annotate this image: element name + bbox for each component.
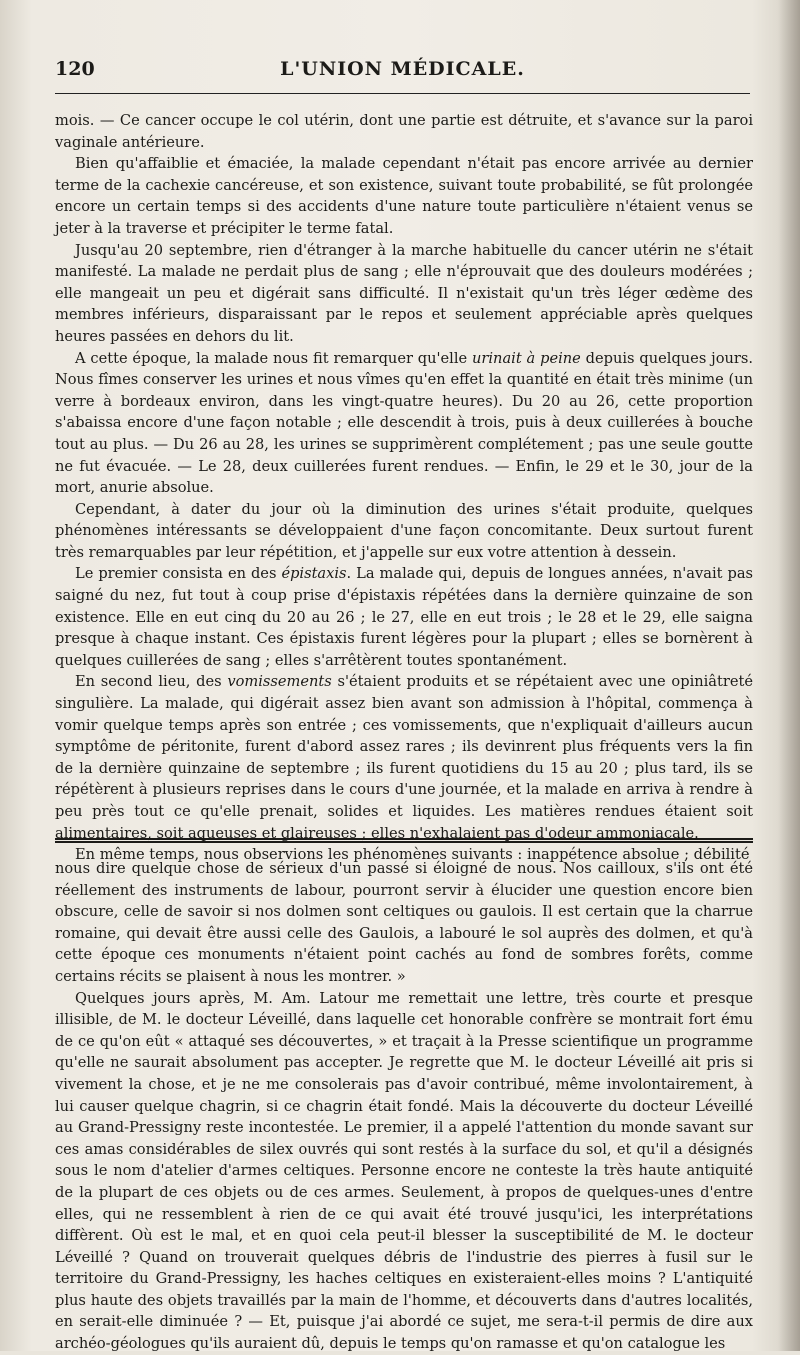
paragraph [55,563,753,671]
text-run: s'étaient produits et se répétaient avec une opiniâtreté singulière. La malade, qui digérait assez bien avant son admission à l'hôpital, commença à vomir quelque temps après son entrée ; ces vomissements, que n'expliquait d'ailleurs aucun symptôme de péritonite, furent d'abord assez rares ; ils devinrent plus fréquents vers la fin de la dernière quinzaine de septembre ; ils furent quotidiens du 15 au 20 ; plus tard, ils se répétèrent à plusieurs reprises dans le cours d'une journée, et la malade en arriva à rendre à peu près tout ce qu'elle prenait, solides et liquides. Les matières rendues étaient soit alimentaires, soit aqueuses et glaireuses ; elles n'exhalaient pas d'odeur ammoniacale. [55,673,753,842]
paragraph: Cependant, à dater du jour où la diminution des urines s'était produite, quelques phénomènes intéressants se développaient d'une façon concomitante. Deux surtout furent très remarquables par leur répétition, et j'appelle sur eux votre attention à dessein. [55,500,753,561]
paragraph: Jusqu'au 20 septembre, rien d'étranger à la marche habituelle du cancer utérin ne s'était manifesté. La malade ne perdait plus de sang ; elle n'éprouvait que des douleurs modérées ; elle mangeait un peu et digérait sans difficulté. Il n'existait qu'un très léger œdème des membres inférieurs, disparaissant par le repos et seulement appréciable après quelques heures passées en dehors du lit. [55,241,753,345]
italic-term: vomissements [227,673,332,691]
paragraph [55,348,753,499]
text-run: depuis quelques jours. Nous fîmes conserver les urines et nous vîmes qu'en effet la quantité en était très minime (un verre à bordeaux environ, dans les vingt-quatre heures). Du 20 au 26, cette proportion s'abaissa encore d'une façon notable ; elle descendit à trois, puis à deux cuillerées à bouche tout au plus. — Du 26 au 28, les urines se supprimèrent complétement ; pas une seule goutte ne fut évacuée. — Le 28, deux cuillerées furent rendues. — Enfin, le 29 et le 30, jour de la mort, anurie absolue. [55,349,753,497]
italic-term: épistaxis [281,565,347,583]
page-number: 120 [55,58,95,80]
paragraph [55,671,753,844]
paragraph: mois. — Ce cancer occupe le col utérin, dont une partie est détruite, et s'avance sur la paroi vaginale antérieure. [55,112,753,151]
running-title: L'UNION MÉDICALE. [280,58,525,80]
text-run: En second lieu, des [75,673,228,691]
paragraph: Bien qu'affaiblie et émaciée, la malade cependant n'était pas encore arrivée au dernier terme de la cachexie cancéreuse, et son existence, suivant toute probabilité, se fût prolongée encore un certain temps si des accidents d'une nature toute particulière n'étaient venus se jeter à la traverse et précipiter le terme fatal. [55,155,753,237]
article-top-section [55,110,753,866]
header-rule [55,93,750,94]
text-run: Le premier consista en des [75,565,282,583]
feuilleton-section [55,858,753,1355]
text-run: . La malade qui, depuis de longues années, n'avait pas saigné du nez, fut tout à coup prise d'épistaxis répétées dans la dernière quinzaine de son existence. Elle en eut cinq du 20 au 26 ; le 27, elle en eut trois ; le 28 et le 29, elle saigna presque à chaque instant. Ces épistaxis furent légères pour la plupart ; elles se bornèrent à quelques cuillerées de sang ; elles s'arrêtèrent toutes spontanément. [55,565,754,669]
paragraph: En même temps, nous observions les phénomènes suivants : inappétence absolue ; débilité [75,846,750,864]
italic-term: urinait à peine [472,349,581,367]
text-run: A cette époque, la malade nous fit remarquer qu'elle [75,349,473,367]
page-header [55,58,750,88]
feuilleton-divider [55,838,753,843]
page-edge-shadow [778,0,800,1351]
paragraph: nous dire quelque chose de sérieux d'un passé si éloigné de nous. Nos cailloux, s'ils ont été réellement des instruments de labour, pourront servir à élucider une question encore bien obscure, celle de savoir si nos dolmen sont celtiques ou gaulois. Il est certain que la charrue romaine, qui devait être aussi celle des Gaulois, a labouré le sol auprès des dolmen, et qu'à cette époque ces monuments n'étaient point cachés au fond de sombres forêts, comme certains récits se plaisent à nous les montrer. » [55,860,753,985]
paragraph: Quelques jours après, M. Am. Latour me remettait une lettre, très courte et presque illisible, de M. le docteur Léveillé, dans laquelle cet honorable confrère se montrait fort ému de ce qu'on eût « attaqué ses découvertes, » et traçait à la Presse scientifique un programme qu'elle ne saurait absolument pas accepter. Je regrette que M. le docteur Léveillé ait pris si vivement la chose, et je ne me consolerais pas d'avoir contribué, même involontairement, à lui causer quelque chagrin, si ce chagrin était fondé. Mais la découverte du docteur Léveillé au Grand-Pressigny reste incontestée. Le premier, il a appelé l'attention du monde savant sur ces amas considérables de silex ouvrés qui sont restés à la surface du sol, et qu'il a désignés sous le nom d'atelier d'armes celtiques. Personne encore ne conteste la très haute antiquité de la plupart de ces objets ou de ces armes. Seulement, à propos de quelques-unes d'entre elles, qui ne ressemblent à rien de ce qui avait été trouvé jusqu'ici, les interprétations diffèrent. Où est le mal, et en quoi cela peut-il blesser la susceptibilité de M. le docteur Léveillé ? Quand on trouverait quelques débris de l'industrie des pierres à fusil sur le territoire du Grand-Pressigny, les haches celtiques en existeraient-elles moins ? L'antiquité plus haute des objets travaillés par la main de l'homme, et découverts dans d'autres localités, en serait-elle diminuée ? — Et, puisque j'ai abordé ce sujet, me sera-t-il permis de dire aux archéo-géologues qu'ils auraient dû, depuis le temps qu'on ramasse et qu'on catalogue les [55,989,753,1353]
